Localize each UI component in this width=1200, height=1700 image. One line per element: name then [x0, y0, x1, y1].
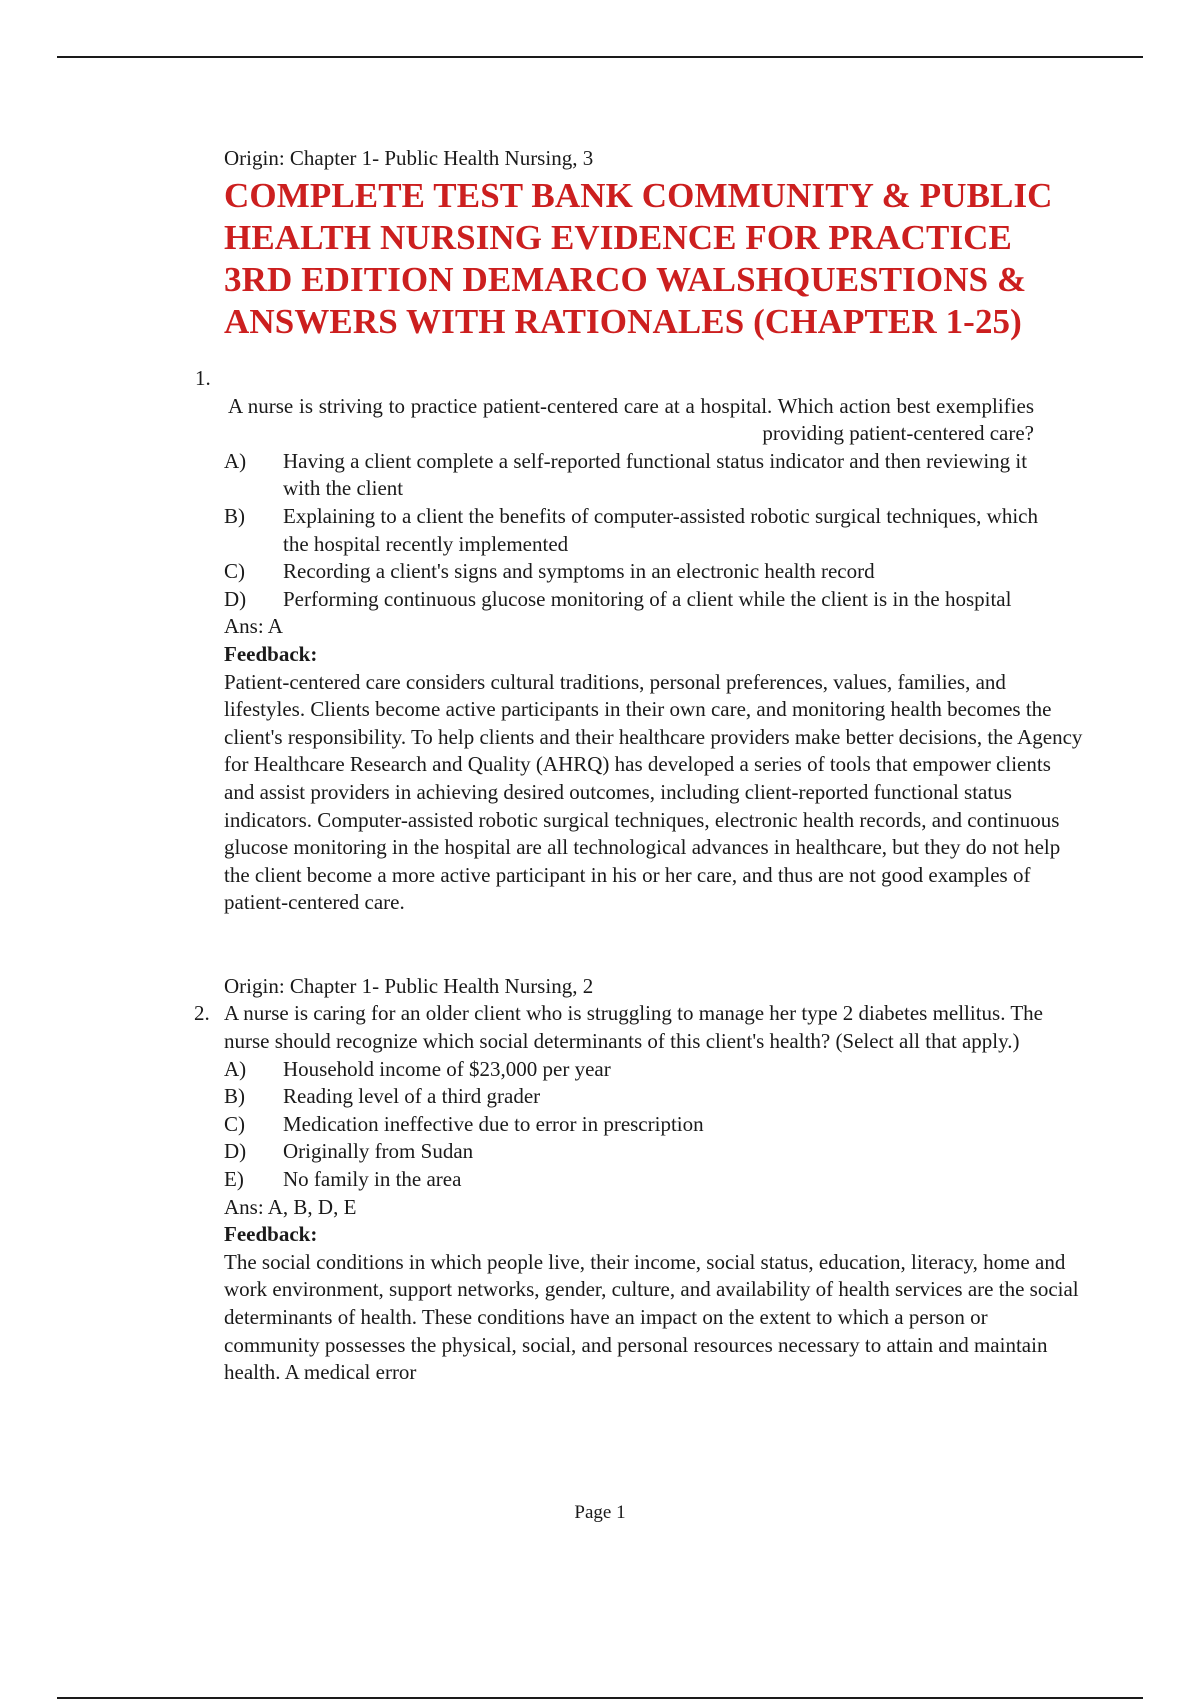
option-letter: A) — [224, 1056, 247, 1081]
option-letter: D) — [224, 586, 247, 611]
document-title — [224, 175, 1104, 343]
answer-key: Ans: A — [224, 614, 283, 639]
question-number: 1. — [195, 365, 211, 390]
top-rule — [57, 56, 1143, 58]
option-letter: C) — [224, 559, 245, 584]
option-a — [224, 1056, 1084, 1084]
answer-options — [224, 1056, 1084, 1194]
option-letter: A) — [224, 448, 247, 473]
option-b — [224, 1083, 1084, 1111]
bottom-rule — [57, 1697, 1143, 1699]
feedback-text: Patient-centered care considers cultural traditions, personal preferences, values, families, and lifestyles. Clients become active participants in their own care, and monitoring health becomes the client's responsibility. To help clients and their healthcare providers make better decisions, the Agency for Healthcare Research and Quality (AHRQ) has developed a series of tools that empower clients and assist providers in achieving desired outcomes, including client-reported functional status indicators. Computer-assisted robotic surgical techniques, electronic health records, and continuous glucose monitoring in the hospital are all technological advances in healthcare, but they do not help the client become a more active participant in his or her care, and thus are not good examples of patient-centered care. — [224, 669, 1083, 915]
answer-key: Ans: A, B, D, E — [224, 1194, 357, 1219]
option-b — [224, 503, 1084, 558]
answer-options — [224, 448, 1084, 614]
option-text: Household income of $23,000 per year — [283, 1056, 611, 1081]
title-line: 3RD EDITION DEMARCO WALSHQUESTIONS & — [224, 259, 1027, 299]
question-2 — [194, 1000, 1084, 1386]
title-line: COMPLETE TEST BANK COMMUNITY & PUBLIC — [224, 175, 1053, 215]
feedback-text: The social conditions in which people live, their income, social status, education, literacy, home and work environment, support networks, gender, culture, and availability of health services are the social determinants of health. These conditions have an impact on the extent to which a person or community possesses the physical, social, and personal resources necessary to attain and maintain health. A medical error — [224, 1249, 1079, 1385]
option-letter: D) — [224, 1139, 247, 1164]
option-a — [224, 448, 1084, 503]
option-text: No family in the area — [283, 1167, 462, 1192]
option-text: Originally from Sudan — [283, 1139, 474, 1164]
question-stem: A nurse is caring for an older client who is struggling to manage her type 2 diabetes mellitus. The nurse should recognize which social determinants of this client's health? (Select all that apply.) — [224, 1001, 1043, 1054]
question-number: 2. — [194, 1001, 210, 1026]
title-line: ANSWERS WITH RATIONALES (CHAPTER 1-25) — [224, 301, 1022, 341]
page-content — [194, 145, 1084, 1387]
option-e — [224, 1166, 1084, 1194]
option-c — [224, 558, 1084, 586]
option-text: Reading level of a third grader — [283, 1084, 541, 1109]
option-d — [224, 586, 1084, 614]
title-line: HEALTH NURSING EVIDENCE FOR PRACTICE — [224, 217, 1012, 257]
option-c — [224, 1111, 1084, 1139]
option-letter: B) — [224, 1084, 245, 1109]
feedback-label: Feedback: — [224, 1222, 318, 1247]
option-text: Performing continuous glucose monitoring of a client while the client is in the hospital — [283, 586, 1012, 611]
q2-origin: Origin: Chapter 1- Public Health Nursing, 2 — [224, 973, 594, 998]
option-text: Explaining to a client the benefits of computer-assisted robotic surgical techniques, which the hospital recently implemented — [283, 503, 1038, 556]
question-1 — [195, 365, 1084, 917]
page-number: Page 1 — [574, 1502, 626, 1523]
option-text: Medication ineffective due to error in prescription — [283, 1111, 704, 1136]
option-letter: B) — [224, 503, 245, 528]
option-letter: E) — [224, 1167, 244, 1192]
option-text: Having a client complete a self-reported functional status indicator and then reviewing it with the client — [283, 448, 1028, 501]
option-text: Recording a client's signs and symptoms in an electronic health record — [283, 559, 875, 584]
question-stem: A nurse is striving to practice patient-centered care at a hospital. Which action best exemplifies providing patient-centered care? — [228, 393, 1034, 446]
feedback-label: Feedback: — [224, 641, 318, 666]
q1-origin: Origin: Chapter 1- Public Health Nursing, 3 — [224, 146, 594, 170]
option-letter: C) — [224, 1111, 245, 1136]
option-d — [224, 1138, 1084, 1166]
